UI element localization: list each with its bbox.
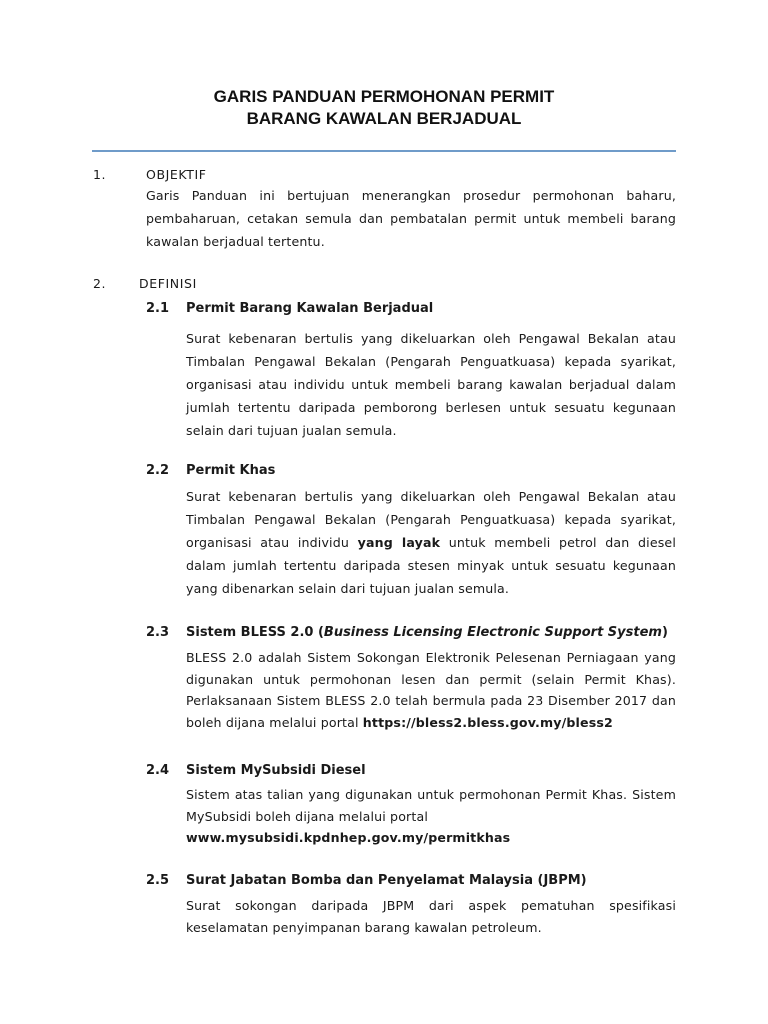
- title-line-2: BARANG KAWALAN BERJADUAL: [246, 109, 522, 128]
- section-1-heading: OBJEKTIF: [146, 167, 207, 182]
- subsection-2-2-body-text-1: Surat kebenaran bertulis yang dikeluarkan oleh Pengawal Bekalan atau Timbalan Pengawal Bekalan (Pengarah Penguatkuasa) kepada syarikat, organisasi atau individu: [186, 489, 676, 550]
- section-1-body: Garis Panduan ini bertujuan menerangkan prosedur permohonan baharu, pembaharuan, cetakan semula dan pembatalan permit untuk membeli barang kawalan berjadual tertentu.: [146, 188, 676, 249]
- subsection-2-5-body: Surat sokongan daripada JBPM dari aspek pematuhan spesifikasi keselamatan penyimpanan barang kawalan petroleum.: [186, 898, 676, 935]
- mysubsidi-portal-link: www.mysubsidi.kpdnhep.gov.my/permitkhas: [186, 830, 511, 845]
- subsection-2-2-heading: Permit Khas: [186, 463, 276, 478]
- subsection-2-1-body: Surat kebenaran bertulis yang dikeluarkan oleh Pengawal Bekalan atau Timbalan Pengawal Bekalan (Pengarah Penguatkuasa) kepada syarikat, organisasi atau individu untuk membeli barang kawalan berjadual dalam jumlah tertentu daripada pemborong berlesen untuk sesuatu kegunaan selain dari tujuan jualan semula.: [186, 331, 676, 438]
- subsection-2-3-heading: [186, 625, 668, 640]
- document-title: [92, 86, 676, 130]
- bless-portal-link: https://bless2.bless.gov.my/bless2: [362, 714, 613, 730]
- subsection-2-2-body: [186, 485, 676, 600]
- subsection-2-1-number: 2.1: [146, 301, 170, 316]
- subsection-2-3-body: [186, 647, 676, 733]
- subsection-2-5-number: 2.5: [146, 873, 170, 888]
- subsection-2-5-heading: Surat Jabatan Bomba dan Penyelamat Malaysia (JBPM): [186, 873, 587, 888]
- subsection-2-3-heading-pre: Sistem BLESS 2.0 (: [186, 625, 324, 640]
- subsection-2-4-number: 2.4: [146, 763, 170, 778]
- subsection-2-4-heading: Sistem MySubsidi Diesel: [186, 763, 366, 778]
- subsection-2-4-body: [186, 784, 676, 849]
- section-2-number: 2.: [93, 276, 107, 291]
- subsection-2-2-body-text-2: untuk membeli petrol dan diesel dalam jumlah tertentu daripada stesen minyak untuk sesuatu kegunaan yang dibenarkan selain dari tujuan jualan semula.: [186, 535, 676, 596]
- subsection-2-3-heading-italic: Business Licensing Electronic Support System: [323, 625, 662, 640]
- title-divider: [92, 150, 676, 152]
- title-line-1: GARIS PANDUAN PERMOHONAN PERMIT: [213, 87, 555, 106]
- subsection-2-4-body-text: Sistem atas talian yang digunakan untuk permohonan Permit Khas. Sistem MySubsidi boleh dijana melalui portal: [186, 787, 676, 824]
- section-1-number: 1.: [93, 167, 107, 182]
- subsection-2-2-number: 2.2: [146, 463, 170, 478]
- subsection-2-3-heading-post: ): [661, 625, 668, 640]
- subsection-2-3-number: 2.3: [146, 625, 170, 640]
- subsection-2-3-body-text: BLESS 2.0 adalah Sistem Sokongan Elektronik Pelesenan Perniagaan yang digunakan untuk permohonan lesen dan permit (selain Permit Khas). Perlaksanaan Sistem BLESS 2.0 telah bermula pada 23 Disember 2017 dan boleh dijana melalui portal: [186, 650, 676, 730]
- subsection-2-1-heading: Permit Barang Kawalan Berjadual: [186, 301, 434, 316]
- subsection-2-2-body-bold: yang layak: [357, 535, 441, 550]
- section-2-heading: DEFINISI: [139, 276, 197, 291]
